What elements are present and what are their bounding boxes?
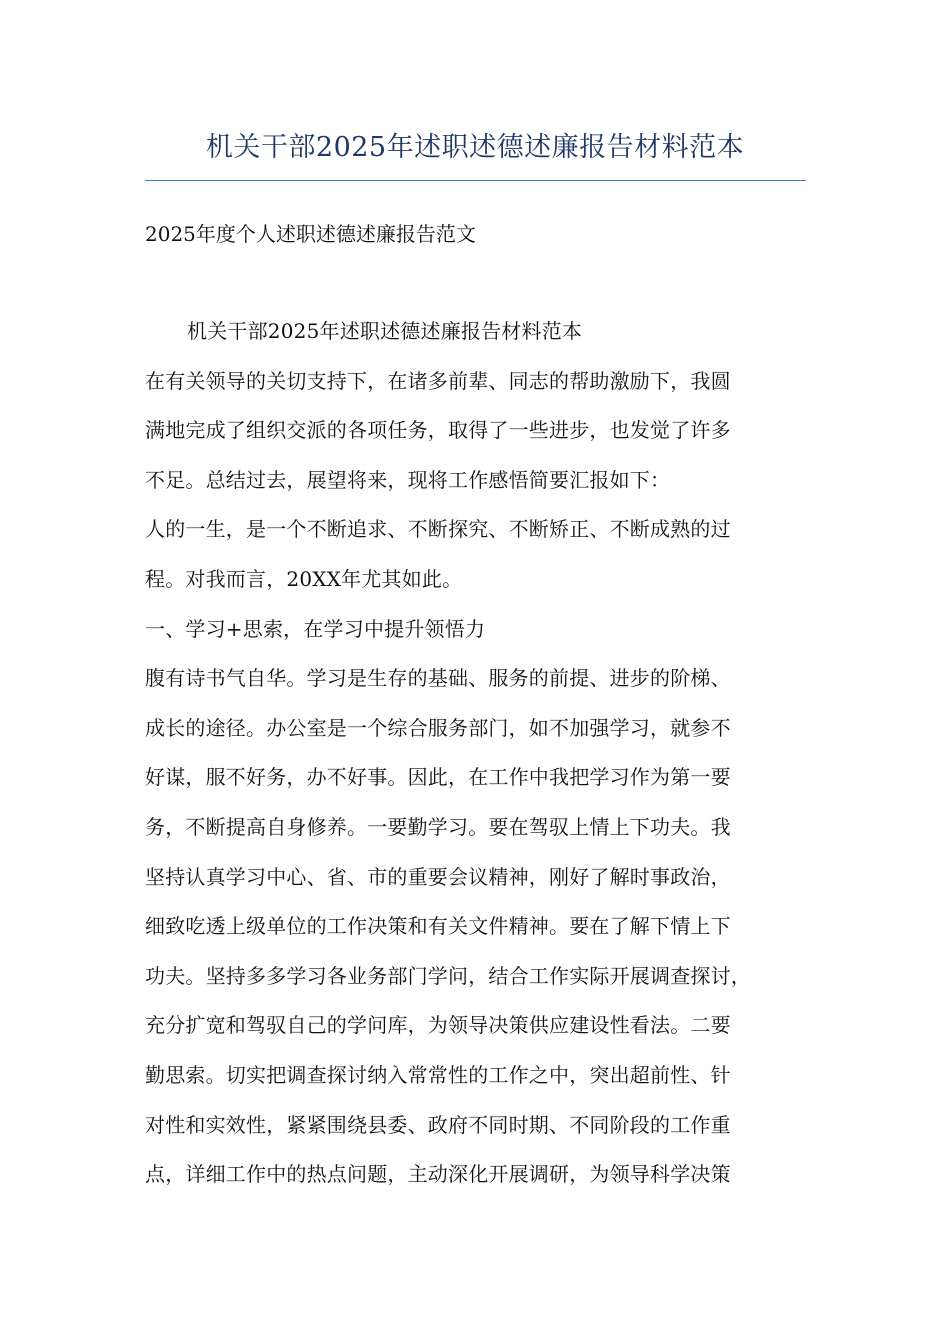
body-line: 对性和实效性，紧紧围绕县委、政府不同时期、不同阶段的工作重 xyxy=(145,1112,731,1137)
section-heading: 一、学习+思索，在学习中提升领悟力 xyxy=(145,616,486,641)
body-line: 人的一生，是一个不断追求、不断探究、不断矫正、不断成熟的过 xyxy=(145,517,731,542)
document-subtitle: 2025年度个人述职述德述廉报告范文 xyxy=(145,222,476,246)
body-line: 好谋，服不好务，办不好事。因此，在工作中我把学习作为第一要 xyxy=(145,765,731,790)
body-line: 满地完成了组织交派的各项任务，取得了一些进步，也发觉了许多 xyxy=(145,418,731,443)
body-line: 成长的途径。办公室是一个综合服务部门，如不加强学习，就参不 xyxy=(145,715,731,740)
body-line: 务，不断提高自身修养。一要勤学习。要在驾驭上情上下功夫。我 xyxy=(145,814,731,839)
document-title: 机关干部2025年述职述德述廉报告材料范本 xyxy=(205,132,745,163)
body-line: 在有关领导的关切支持下，在诸多前辈、同志的帮助激励下，我圆 xyxy=(145,368,731,393)
body-line: 腹有诗书气自华。学习是生存的基础、服务的前提、进步的阶梯、 xyxy=(145,666,731,691)
body-line: 坚持认真学习中心、省、市的重要会议精神，刚好了解时事政治， xyxy=(145,864,731,889)
body-text xyxy=(145,313,835,1206)
title-underline xyxy=(145,180,806,181)
body-line: 充分扩宽和驾驭自己的学问库，为领导决策供应建设性看法。二要 xyxy=(145,1013,731,1038)
body-line: 细致吃透上级单位的工作决策和有关文件精神。要在了解下情上下 xyxy=(145,914,731,939)
body-line: 勤思索。切实把调查探讨纳入常常性的工作之中，突出超前性、针 xyxy=(145,1062,731,1087)
body-line: 不足。总结过去，展望将来，现将工作感悟简要汇报如下： xyxy=(145,467,671,492)
body-line: 程。对我而言，20XX年尤其如此。 xyxy=(145,566,463,591)
body-heading: 机关干部2025年述职述德述廉报告材料范本 xyxy=(187,319,583,343)
body-line: 点，详细工作中的热点问题，主动深化开展调研，为领导科学决策 xyxy=(145,1162,731,1187)
body-line: 功夫。坚持多多学习各业务部门学问，结合工作实际开展调查探讨， xyxy=(145,963,751,988)
